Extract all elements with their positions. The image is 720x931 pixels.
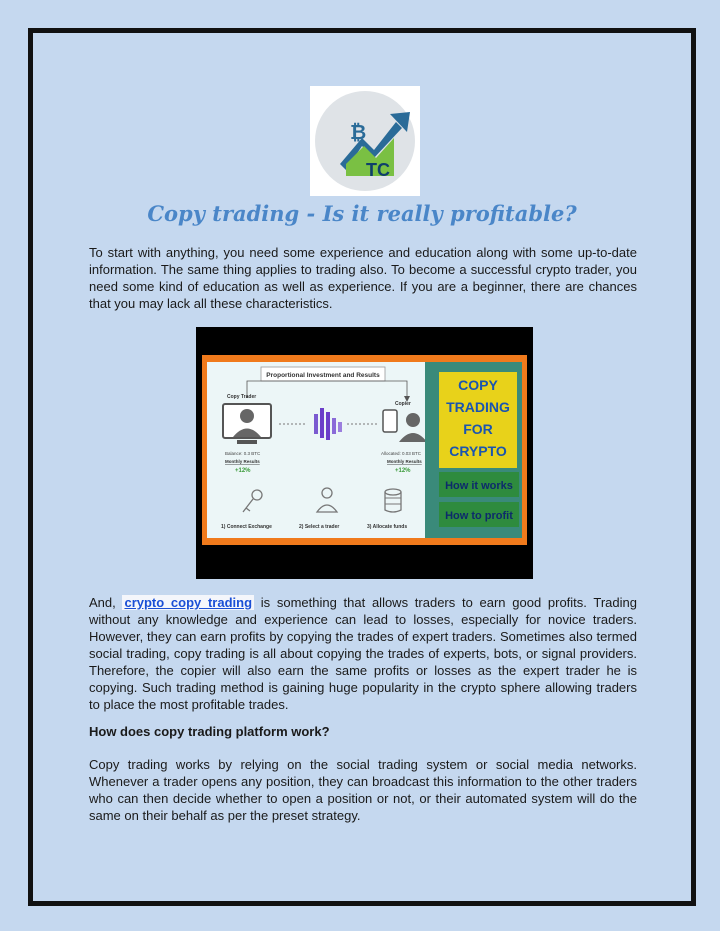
step-select-trader: 2) Select a trader	[299, 524, 340, 530]
body-paragraph-3: Copy trading works by relying on the social trading system or social media networks. Whenever a trader opens any position, they can broadcast this information to the other traders who can then decide whether to open a position or not, or their automated system will do the same on their behalf as per the preset strategy.	[89, 757, 637, 823]
side-title-line-3: FOR	[463, 421, 493, 437]
para2-rest: is something that allows traders to earn good profits. Trading without any knowledge and experience can lead to losses, especially for novice traders. However, they can earn profits by copying the trades of expert traders. Sometimes also termed social trading, copy trading is all about copying the trades of experts, bots, or signal providers. Therefore, the copier will also earn the same profits or losses as the expert trader he is copying. Such trading method is gaining huge popularity in the crypto sphere allowing traders to place the most profitable trades.	[89, 595, 637, 712]
side-title-line-2: TRADING	[446, 399, 510, 415]
infographic-heading: Proportional Investment and Results	[266, 372, 380, 379]
step-allocate-funds: 3) Allocate funds	[367, 524, 408, 530]
side-how-it-works: How it works	[445, 480, 513, 492]
intro-paragraph: To start with anything, you need some experience and education along with some up-to-date information. The same thing applies to trading also. To become a successful crypto trader, you need some kind of education as well as experience. If you are a beginner, there are chances that you may lack all these characteristics.	[89, 245, 637, 311]
section-heading: How does copy trading platform work?	[89, 724, 330, 739]
copier-monthly-label: Monthly Results	[387, 459, 422, 464]
infographic-diagram	[207, 362, 522, 538]
body-paragraph-2	[89, 594, 637, 713]
trader-monthly-label: Monthly Results	[225, 459, 260, 464]
para2-prefix: And,	[89, 595, 123, 610]
infographic-card	[207, 362, 522, 538]
trader-balance: Balance: 0.3 BTC	[225, 451, 261, 456]
bitcoin-icon: ₿	[350, 120, 367, 144]
trader-monitor-icon	[223, 404, 271, 444]
side-title-line-1: COPY	[458, 377, 498, 393]
trader-result: +12%	[235, 468, 251, 474]
infographic-orange-frame	[202, 355, 527, 545]
logo-letters: TC	[366, 160, 390, 180]
copy-trading-infographic	[196, 327, 533, 579]
copier-result: +12%	[395, 468, 411, 474]
side-title-line-4: CRYPTO	[449, 443, 507, 459]
side-how-to-profit: How to profit	[445, 510, 513, 522]
copier-allocated: Allocated: 0.03 BTC	[381, 451, 422, 456]
copy-trader-label: Copy Trader	[227, 394, 257, 400]
site-logo	[310, 86, 420, 196]
page-title: Copy trading - Is it really profitable?	[147, 201, 577, 226]
document-page	[28, 28, 696, 906]
copier-label: Copier	[395, 401, 411, 407]
step-connect-exchange: 1) Connect Exchange	[221, 524, 272, 530]
crypto-copy-trading-link[interactable]: crypto copy trading	[124, 595, 253, 610]
logo-graphic	[310, 86, 420, 196]
